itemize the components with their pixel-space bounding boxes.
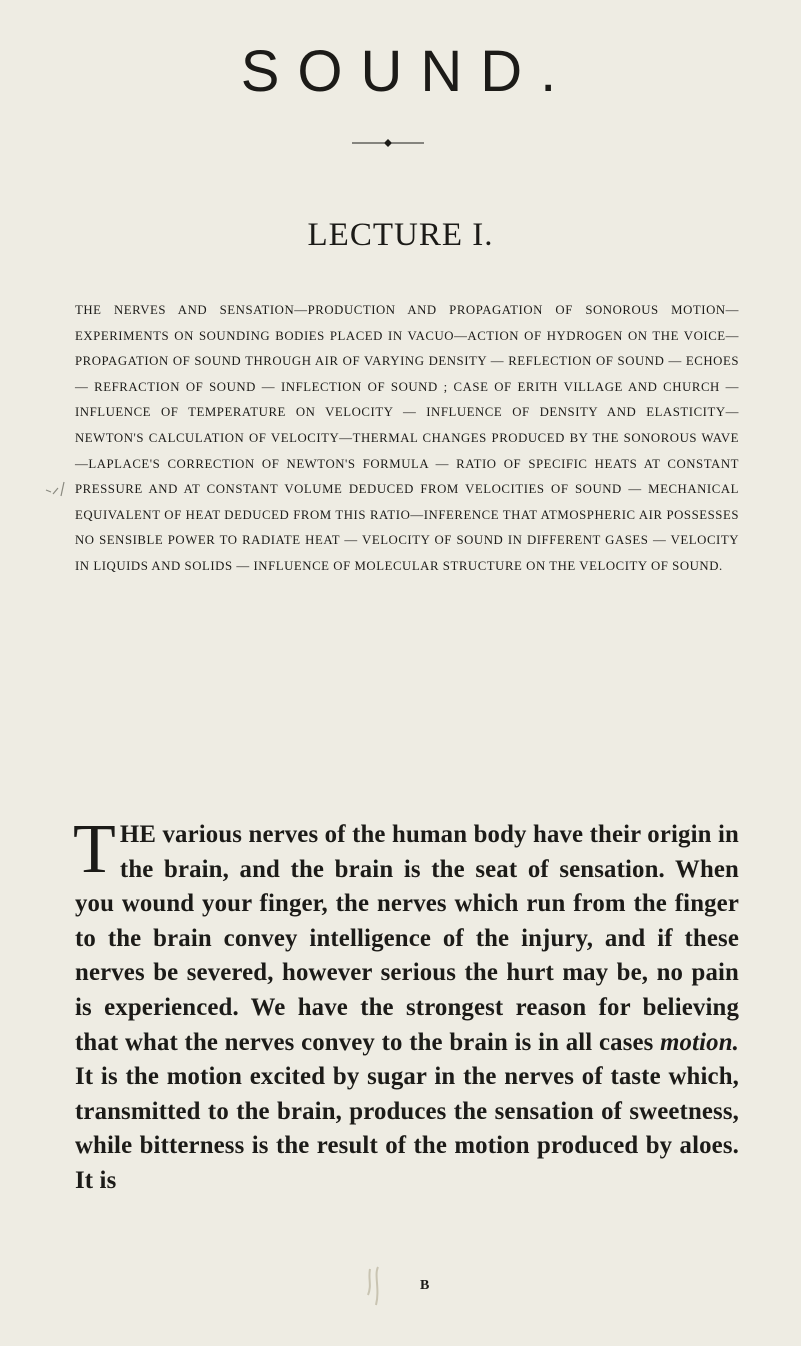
- body-paragraph: [73, 811, 739, 1199]
- drop-cap: T: [73, 811, 116, 888]
- body-text-part-2: It is the motion excited by sugar in the nerves of taste which, transmitted to the brain, produces the sensation of sweetness, while bitterness is the result of the motion produced by aloes. It is: [75, 1063, 739, 1194]
- lecture-synopsis: THE NERVES AND SENSATION—PRODUCTION AND PROPAGATION OF SONOROUS MOTION—EXPERIMENTS ON SOUNDING BODIES PLACED IN VACUO—ACTION OF HYDROGEN ON THE VOICE—PROPAGATION OF SOUND THROUGH AIR OF VARYING DENSITY — REFLECTION OF SOUND — ECHOES — REFRACTION OF SOUND — INFLECTION OF SOUND ; CASE OF ERITH VILLAGE AND CHURCH — INFLUENCE OF TEMPERATURE ON VELOCITY — INFLUENCE OF DENSITY AND ELASTICITY—NEWTON'S CALCULATION OF VELOCITY—THERMAL CHANGES PRODUCED BY THE SONOROUS WAVE—LAPLACE'S CORRECTION OF NEWTON'S FORMULA — RATIO OF SPECIFIC HEATS AT CONSTANT PRESSURE AND AT CONSTANT VOLUME DEDUCED FROM VELOCITIES OF SOUND — MECHANICAL EQUIVALENT OF HEAT DEDUCED FROM THIS RATIO—INFERENCE THAT ATMOSPHERIC AIR POSSESSES NO SENSIBLE POWER TO RADIATE HEAT — VELOCITY OF SOUND IN DIFFERENT GASES — VELOCITY IN LIQUIDS AND SOLIDS — INFLUENCE OF MOLECULAR STRUCTURE ON THE VELOCITY OF SOUND.: [75, 303, 739, 573]
- margin-pencil-mark: [44, 478, 72, 500]
- page-title: SOUND.: [240, 39, 575, 104]
- paper-stain: [362, 1265, 392, 1311]
- emphasis-word: motion.: [660, 1028, 739, 1056]
- signature-mark: B: [420, 1278, 430, 1293]
- ornament-divider: [352, 137, 424, 149]
- body-text-part-1: various nerves of the human body have their origin in the brain, and the brain is the seat of sensation. When you wound your finger, the nerves which run from the finger to the brain convey intelligence of the injury, and if these nerves be severed, however serious the hurt may be, no pain is experienced. We have the strongest reason for believing that what the nerves convey to the brain is in all cases: [75, 821, 739, 1056]
- first-word-rest: HE: [119, 821, 157, 848]
- lecture-heading: LECTURE I.: [307, 217, 494, 253]
